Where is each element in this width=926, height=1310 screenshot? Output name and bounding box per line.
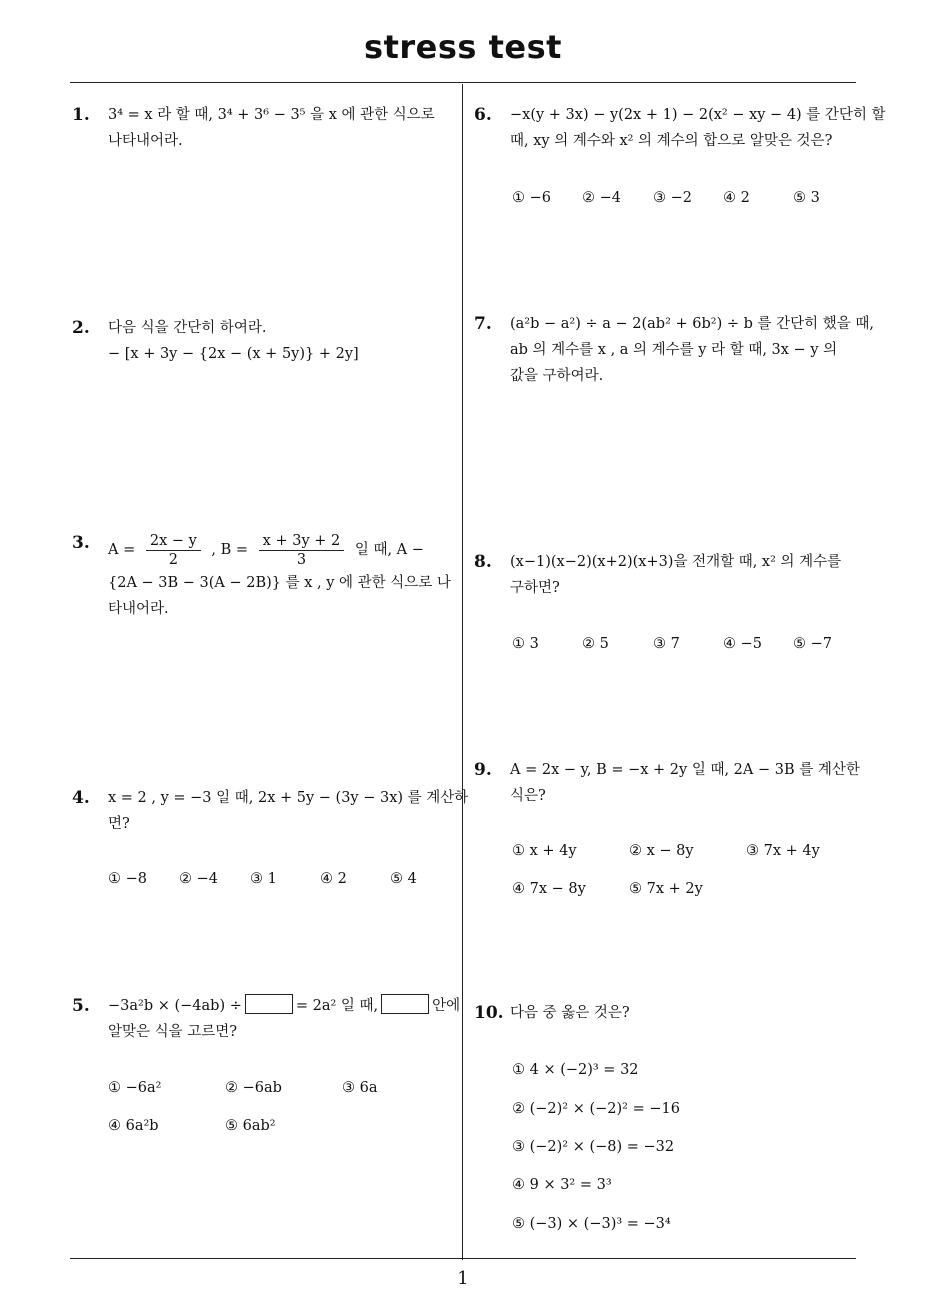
question-number: 2.: [72, 318, 90, 338]
question-text: 면?: [108, 816, 130, 832]
question-text: 일 때, A −: [354, 542, 424, 558]
question-2: [72, 315, 462, 367]
answer-option[interactable]: ① 4 × (−2)³ = 32: [512, 1062, 639, 1078]
fraction-denominator: 3: [296, 551, 307, 568]
answer-option[interactable]: ④ 7x − 8y: [512, 881, 586, 897]
fraction-numerator: 2x − y: [146, 532, 201, 551]
answer-option[interactable]: ③ −2: [653, 190, 692, 206]
question-text: 알맞은 식을 고르면?: [108, 1024, 238, 1040]
answer-option[interactable]: ④ 2: [723, 190, 750, 206]
answer-option[interactable]: ② (−2)² × (−2)² = −16: [512, 1101, 680, 1117]
question-text: A = 2x − y, B = −x + 2y 일 때, 2A − 3B 를 계산한: [510, 762, 860, 778]
question-number: 9.: [474, 760, 492, 780]
answer-option[interactable]: ④ 9 × 3² = 3³: [512, 1177, 612, 1193]
question-expression: − [x + 3y − {2x − (x + 5y)} + 2y]: [108, 346, 359, 362]
question-number: 1.: [72, 105, 90, 125]
fraction: [146, 532, 201, 569]
question-5: [72, 993, 462, 1045]
question-text: ab 의 계수를 x , a 의 계수를 y 라 할 때, 3x − y 의: [510, 342, 838, 358]
question-text: −3a²b × (−4ab) ÷: [108, 998, 242, 1014]
answer-option[interactable]: ③ 6a: [342, 1080, 378, 1096]
question-8: [474, 549, 860, 601]
answer-option[interactable]: ① −6: [512, 190, 551, 206]
answer-option[interactable]: ① −8: [108, 871, 147, 887]
answer-option[interactable]: ⑤ (−3) × (−3)³ = −3⁴: [512, 1216, 671, 1232]
answer-option[interactable]: ③ (−2)² × (−8) = −32: [512, 1139, 675, 1155]
answer-option[interactable]: ③ 1: [250, 871, 277, 887]
answer-option[interactable]: ⑤ 4: [390, 871, 417, 887]
question-number: 5.: [72, 996, 90, 1016]
question-text: 타내어라.: [108, 601, 169, 617]
question-3: [72, 530, 462, 622]
fraction-denominator: 2: [168, 551, 178, 568]
question-text: 값을 구하여라.: [510, 368, 604, 384]
answer-option[interactable]: ① −6a²: [108, 1080, 162, 1096]
question-text: 3⁴ = x 라 할 때, 3⁴ + 3⁶ − 3⁵ 을 x 에 관한 식으로: [108, 107, 435, 123]
page-number: 1: [457, 1268, 469, 1289]
answer-option[interactable]: ② x − 8y: [629, 843, 694, 859]
question-number: 8.: [474, 552, 492, 572]
question-text: (a²b − a²) ÷ a − 2(ab² + 6b²) ÷ b 를 간단히 했을 때,: [510, 316, 874, 332]
question-text: 다음 중 옳은 것은?: [510, 1005, 630, 1021]
question-number: 10.: [474, 1003, 504, 1023]
question-text: 나타내어라.: [108, 133, 183, 149]
bottom-rule: [70, 1258, 856, 1259]
question-10: [474, 1000, 860, 1026]
answer-option[interactable]: ⑤ −7: [793, 636, 832, 652]
column-divider: [462, 84, 463, 1260]
answer-option[interactable]: ④ −5: [723, 636, 762, 652]
question-number: 7.: [474, 314, 492, 334]
question-text: 다음 식을 간단히 하여라.: [108, 320, 267, 336]
question-text: 안에: [432, 998, 461, 1014]
answer-option[interactable]: ⑤ 6ab²: [225, 1118, 276, 1134]
answer-option[interactable]: ① 3: [512, 636, 539, 652]
question-number: 3.: [72, 533, 90, 553]
answer-option[interactable]: ③ 7: [653, 636, 680, 652]
answer-option[interactable]: ④ 2: [320, 871, 347, 887]
page-title: stress test: [364, 28, 562, 66]
fraction: [259, 532, 345, 569]
top-rule: [70, 82, 856, 83]
answer-option[interactable]: ② 5: [582, 636, 609, 652]
question-text: 때, xy 의 계수와 x² 의 계수의 합으로 알맞은 것은?: [510, 133, 833, 149]
question-text: = 2a² 일 때,: [295, 998, 379, 1014]
question-text: 식은?: [510, 788, 546, 804]
question-9: [474, 757, 860, 809]
question-7: [474, 311, 874, 389]
answer-option[interactable]: ② −4: [582, 190, 621, 206]
question-text: x = 2 , y = −3 일 때, 2x + 5y − (3y − 3x) 를 계산하: [108, 790, 469, 806]
question-text: {2A − 3B − 3(A − 2B)} 를 x , y 에 관한 식으로 나: [108, 575, 451, 591]
question-text: , B =: [211, 542, 249, 558]
answer-option[interactable]: ② −4: [179, 871, 218, 887]
answer-option[interactable]: ⑤ 3: [793, 190, 820, 206]
answer-option[interactable]: ⑤ 7x + 2y: [629, 881, 703, 897]
blank-box: [245, 994, 293, 1014]
blank-box: [381, 994, 429, 1014]
question-4: [72, 785, 469, 837]
question-text: −x(y + 3x) − y(2x + 1) − 2(x² − xy − 4) 를 간단히 할: [510, 107, 886, 123]
fraction-numerator: x + 3y + 2: [259, 532, 345, 551]
question-text: 구하면?: [510, 580, 560, 596]
question-number: 6.: [474, 105, 492, 125]
question-text: A =: [108, 542, 136, 558]
question-6: [474, 102, 886, 154]
answer-option[interactable]: ② −6ab: [225, 1080, 282, 1096]
question-number: 4.: [72, 788, 90, 808]
question-text: (x−1)(x−2)(x+2)(x+3)을 전개할 때, x² 의 계수를: [510, 554, 842, 570]
question-1: [72, 102, 462, 154]
answer-option[interactable]: ① x + 4y: [512, 843, 577, 859]
answer-option[interactable]: ③ 7x + 4y: [746, 843, 820, 859]
answer-option[interactable]: ④ 6a²b: [108, 1118, 159, 1134]
